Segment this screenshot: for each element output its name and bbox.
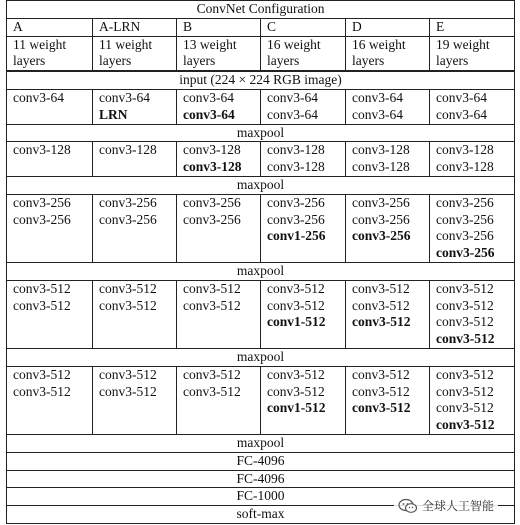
layer: conv3-128: [352, 142, 410, 158]
layer: conv3-256: [99, 194, 157, 210]
table-title: ConvNet Configuration: [7, 1, 515, 19]
depth-line: 19 weight: [436, 36, 490, 52]
config-name-d: D: [346, 18, 430, 36]
added-layer: conv3-128: [183, 159, 242, 175]
layer-cell: [261, 142, 346, 177]
maxpool-row: [7, 348, 515, 366]
depth-line: layers: [436, 53, 469, 69]
layer-cell: [93, 89, 177, 124]
added-layer: conv3-256: [352, 228, 411, 244]
maxpool: maxpool: [7, 348, 515, 366]
layer: conv3-512: [183, 366, 241, 382]
layer-cell: [7, 194, 93, 262]
layer: conv3-64: [13, 89, 64, 105]
layer: conv3-512: [13, 383, 71, 399]
layer-cell: [7, 142, 93, 177]
title-row: [7, 1, 515, 19]
layer-cell: [177, 89, 261, 124]
config-name-a-lrn: A-LRN: [93, 18, 177, 36]
layer-cell: [93, 280, 177, 348]
conv-block-2: [7, 142, 515, 177]
layer: conv3-128: [267, 159, 325, 175]
convnet-config-table: [6, 0, 515, 524]
added-layer: conv1-512: [267, 400, 326, 416]
watermark-text: 全球人工智能: [421, 499, 494, 513]
maxpool: maxpool: [7, 262, 515, 280]
maxpool-row: [7, 176, 515, 194]
layer-cell: [93, 194, 177, 262]
added-layer: conv3-512: [352, 400, 411, 416]
layer: conv3-128: [436, 159, 494, 175]
layer: conv3-64: [436, 106, 487, 122]
layer-cell: [93, 366, 177, 434]
maxpool-row: [7, 124, 515, 142]
depth-line: layers: [183, 53, 216, 69]
layer: conv3-512: [183, 383, 241, 399]
layer: conv3-512: [267, 366, 325, 382]
added-layer: conv3-256: [436, 245, 495, 261]
layer: conv3-64: [99, 89, 150, 105]
layer: conv3-512: [267, 280, 325, 296]
conv-block-5: [7, 366, 515, 434]
tail-layer-1-row: [7, 434, 515, 452]
added-layer: conv3-512: [352, 314, 411, 330]
layer-cell: [93, 142, 177, 177]
layer-cell: [7, 280, 93, 348]
layer-cell: [346, 280, 430, 348]
added-layer: conv3-512: [436, 417, 495, 433]
layer-cell: [177, 194, 261, 262]
added-layer: conv1-512: [267, 314, 326, 330]
layer-cell: [430, 194, 515, 262]
layer-cell: [177, 280, 261, 348]
tail-layer-2: FC-4096: [7, 452, 515, 470]
layer: conv3-512: [99, 383, 157, 399]
layer: conv3-512: [99, 366, 157, 382]
layer: conv3-64: [267, 89, 318, 105]
depth-line: 11 weight: [99, 36, 153, 52]
convnet-config-table-container: [6, 0, 514, 523]
layer: conv3-256: [352, 211, 410, 227]
layer: conv3-512: [352, 366, 410, 382]
layer: conv3-128: [13, 142, 71, 158]
layer: conv3-512: [99, 280, 157, 296]
layer: conv3-256: [99, 211, 157, 227]
depth-line: layers: [352, 53, 385, 69]
config-name-b: B: [177, 18, 261, 36]
config-name-row: [7, 18, 515, 36]
layer: conv3-64: [352, 89, 403, 105]
config-depth-c: [261, 36, 346, 71]
layer-cell: [7, 366, 93, 434]
layer: conv3-256: [183, 194, 241, 210]
layer-cell: [261, 366, 346, 434]
config-name-e: E: [430, 18, 515, 36]
layer: conv3-512: [352, 297, 410, 313]
layer: conv3-512: [352, 383, 410, 399]
config-depth-e: [430, 36, 515, 71]
layer-cell: [346, 194, 430, 262]
layer: conv3-512: [13, 280, 71, 296]
layer: conv3-256: [13, 194, 71, 210]
layer: conv3-512: [436, 297, 494, 313]
tail-layer-1: maxpool: [7, 434, 515, 452]
maxpool: maxpool: [7, 176, 515, 194]
depth-line: layers: [99, 53, 132, 69]
layer: conv3-128: [267, 142, 325, 158]
tail-layer-2-row: [7, 452, 515, 470]
depth-line: layers: [13, 53, 46, 69]
tail-layer-3: FC-4096: [7, 470, 515, 488]
layer: conv3-128: [99, 142, 157, 158]
layer: conv3-64: [267, 106, 318, 122]
layer: conv3-256: [352, 194, 410, 210]
layer: conv3-256: [13, 211, 71, 227]
layer-cell: [346, 366, 430, 434]
layer: conv3-64: [183, 89, 234, 105]
layer: conv3-256: [267, 211, 325, 227]
tail-layer-5: soft-max: [7, 506, 515, 524]
layer: conv3-512: [267, 297, 325, 313]
layer: conv3-512: [436, 383, 494, 399]
wechat-icon: [398, 498, 418, 514]
layer: conv3-256: [436, 194, 494, 210]
maxpool-row: [7, 262, 515, 280]
added-layer: conv1-256: [267, 228, 326, 244]
depth-line: 16 weight: [267, 36, 321, 52]
layer: conv3-512: [436, 366, 494, 382]
config-depth-d: [346, 36, 430, 71]
config-name-c: C: [261, 18, 346, 36]
layer: conv3-128: [436, 142, 494, 158]
conv-block-1: [7, 89, 515, 124]
layer-cell: [346, 89, 430, 124]
layer-cell: [430, 366, 515, 434]
layer: conv3-512: [99, 297, 157, 313]
config-depth-row: [7, 36, 515, 71]
layer: conv3-512: [183, 297, 241, 313]
layer: conv3-256: [436, 228, 494, 244]
layer-cell: [430, 89, 515, 124]
layer: conv3-512: [436, 280, 494, 296]
tail-layer-3-row: [7, 470, 515, 488]
input-layer: input (224 × 224 RGB image): [7, 71, 515, 89]
layer-cell: [346, 142, 430, 177]
added-layer: LRN: [99, 106, 128, 122]
layer: conv3-256: [436, 211, 494, 227]
layer: conv3-512: [352, 280, 410, 296]
layer-cell: [430, 142, 515, 177]
layer: conv3-256: [267, 194, 325, 210]
added-layer: conv3-64: [183, 106, 235, 122]
depth-line: 16 weight: [352, 36, 406, 52]
layer-cell: [177, 366, 261, 434]
layer: conv3-512: [13, 366, 71, 382]
depth-line: 11 weight: [13, 36, 67, 52]
layer: conv3-64: [352, 106, 403, 122]
watermark: [394, 495, 498, 516]
layer-cell: [430, 280, 515, 348]
layer: conv3-256: [183, 211, 241, 227]
layer-cell: [7, 89, 93, 124]
config-depth-b: [177, 36, 261, 71]
depth-line: 13 weight: [183, 36, 237, 52]
maxpool: maxpool: [7, 124, 515, 142]
conv-block-4: [7, 280, 515, 348]
depth-line: layers: [267, 53, 300, 69]
layer: conv3-128: [183, 142, 241, 158]
layer-cell: [261, 89, 346, 124]
layer-cell: [177, 142, 261, 177]
input-layer-row: [7, 71, 515, 89]
layer: conv3-512: [436, 400, 494, 416]
added-layer: conv3-512: [436, 331, 495, 347]
config-depth-a: [7, 36, 93, 71]
conv-block-3: [7, 194, 515, 262]
layer: conv3-512: [267, 383, 325, 399]
config-depth-a-lrn: [93, 36, 177, 71]
config-name-a: A: [7, 18, 93, 36]
layer: conv3-128: [352, 159, 410, 175]
layer: conv3-512: [183, 280, 241, 296]
layer: conv3-64: [436, 89, 487, 105]
tail-layer-4: FC-1000: [7, 488, 515, 506]
layer: conv3-512: [13, 297, 71, 313]
layer: conv3-512: [436, 314, 494, 330]
layer-cell: [261, 280, 346, 348]
layer-cell: [261, 194, 346, 262]
